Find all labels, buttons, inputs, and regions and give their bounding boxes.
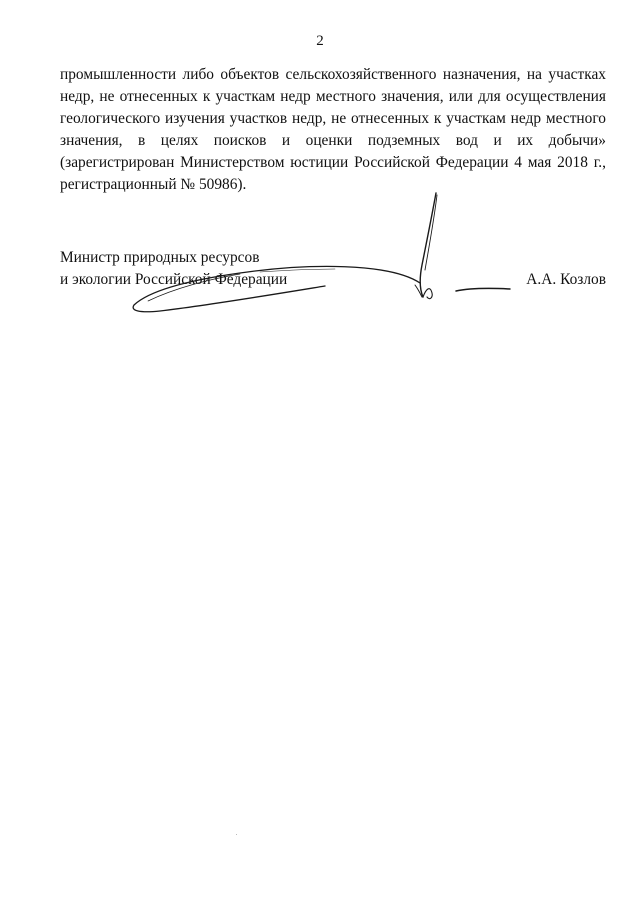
scan-artifact xyxy=(236,834,237,835)
signatory-title xyxy=(60,247,287,291)
signature-block xyxy=(60,247,606,307)
signatory-title-line-1: Министр природных ресурсов xyxy=(60,249,260,266)
page-number: 2 xyxy=(316,33,324,49)
signatory-name: А.А. Козлов xyxy=(526,271,606,288)
body-paragraph: промышленности либо объектов сельскохозяйственного назначения, на участках недр, не отнесенных к участкам недр местного значения, или для осуществления геологического изучения участков недр, не отнесенных к участкам недр местного значения, в целях поисков и оценки подземных вод и их добычи» (зарегистрирован Министерством юстиции Российской Федерации 4 мая 2018 г., регистрационный № 50986). xyxy=(60,66,606,193)
signatory-title-line-2: и экологии Российской Федерации xyxy=(60,271,288,288)
